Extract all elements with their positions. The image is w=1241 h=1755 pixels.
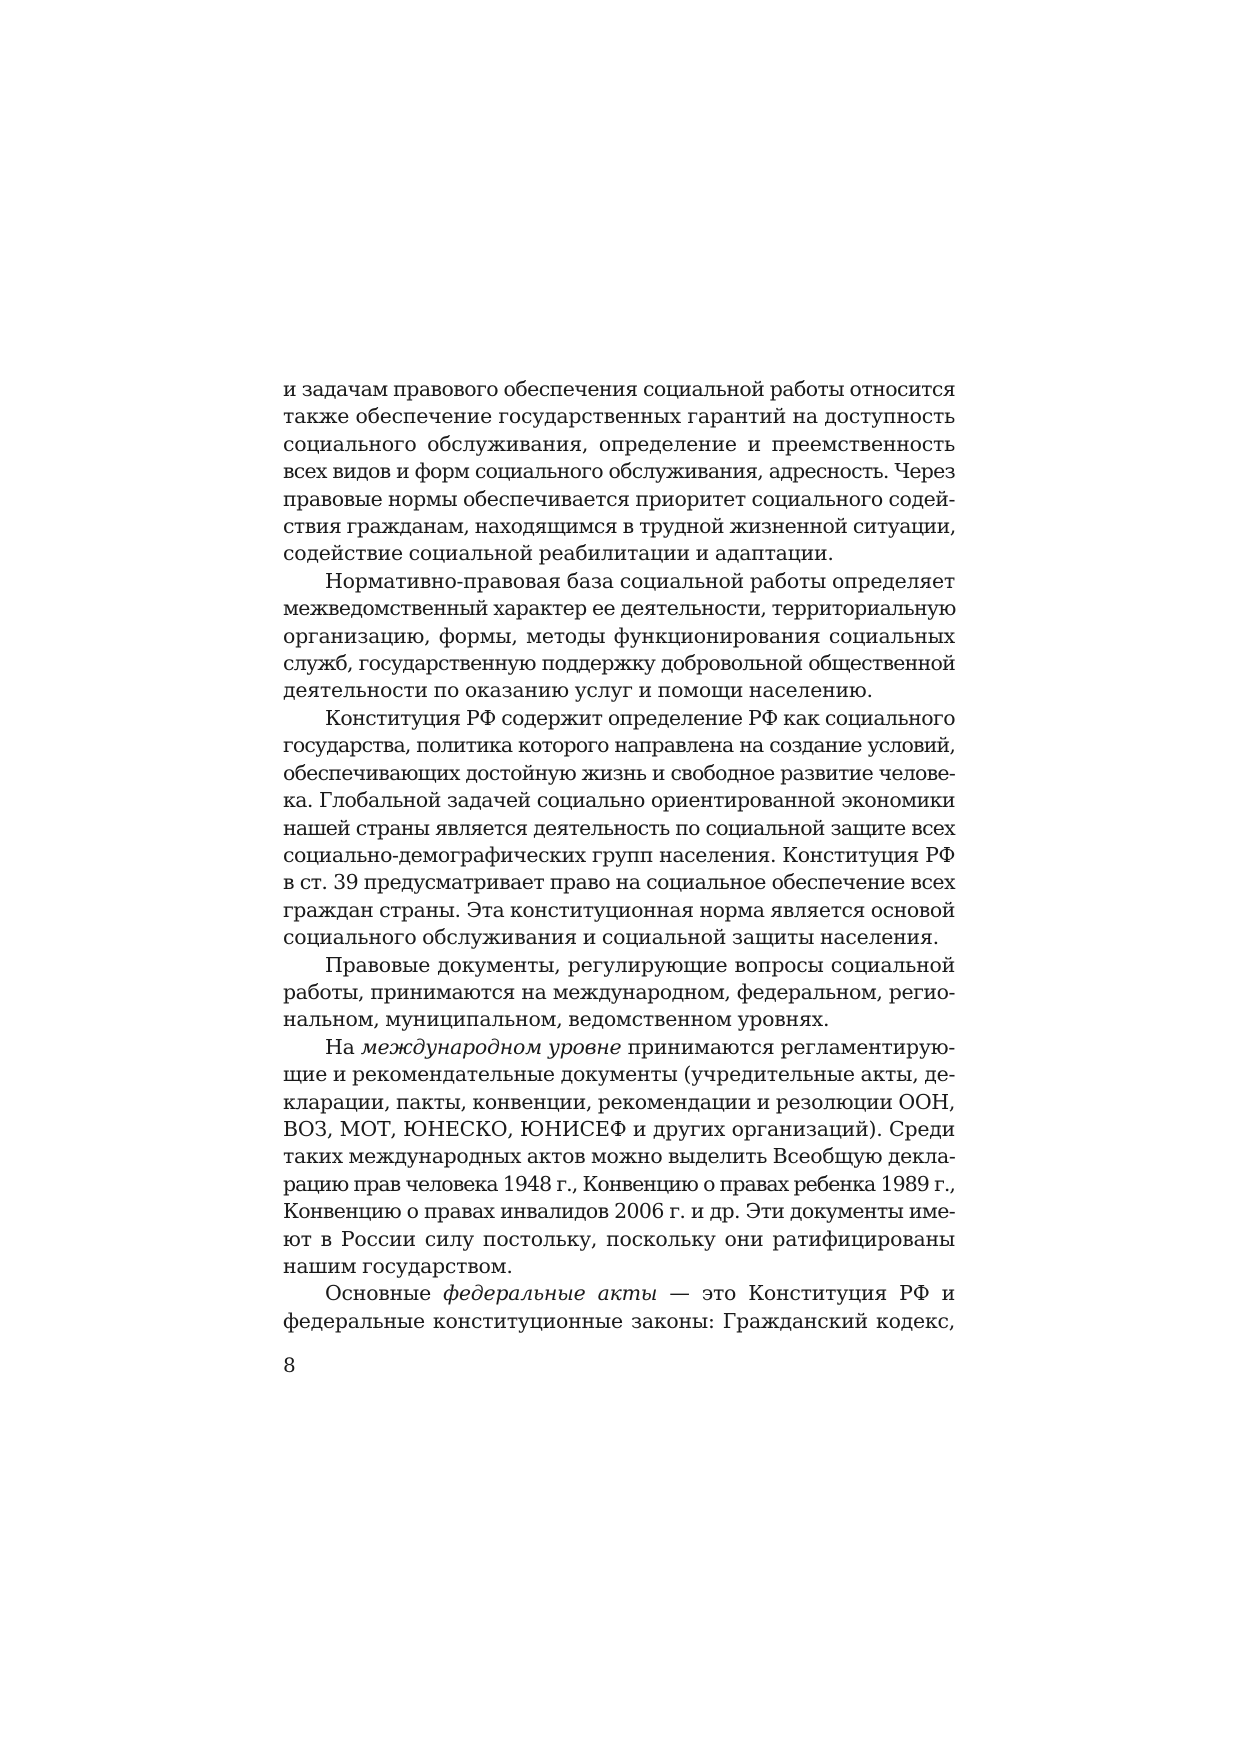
text-line: нальном, муниципальном, ведомственном уровнях. bbox=[283, 1007, 830, 1032]
body-text bbox=[283, 376, 955, 1335]
text-line: таких международных актов можно выделить Всеобщую декла- bbox=[283, 1144, 956, 1169]
italic-term: федеральные акты bbox=[443, 1281, 658, 1306]
text-line: межведомственный характер ее деятельности, территориальную bbox=[283, 596, 956, 621]
paragraph-3 bbox=[283, 705, 955, 952]
text-line: Конституция РФ содержит определение РФ как социального bbox=[325, 705, 955, 730]
paragraph-5 bbox=[283, 1034, 955, 1281]
page-number: 8 bbox=[283, 1353, 296, 1377]
text-line: рацию прав человека 1948 г., Конвенцию о правах ребенка 1989 г., bbox=[283, 1171, 955, 1196]
text-run: На bbox=[325, 1034, 361, 1059]
text-line: содействие социальной реабилитации и адаптации. bbox=[283, 541, 834, 566]
text-line: ствия гражданам, находящимся в трудной жизненной ситуации, bbox=[283, 514, 956, 539]
text-line: правовые нормы обеспечивается приоритет социального содей- bbox=[283, 486, 955, 511]
text-line: Нормативно-правовая база социальной работы определяет bbox=[325, 568, 955, 593]
text-line: ют в России силу постольку, поскольку они ратифицированы bbox=[283, 1226, 955, 1251]
text-line: федеральные конституционные законы: Гражданский кодекс, bbox=[283, 1308, 955, 1333]
text-line: всех видов и форм социального обслуживания, адресность. Через bbox=[283, 459, 955, 484]
text-line: нашей страны является деятельность по социальной защите всех bbox=[283, 815, 955, 840]
text-line: государства, политика которого направлена на создание условий, bbox=[283, 733, 955, 758]
text-line: деятельности по оказанию услуг и помощи населению. bbox=[283, 678, 873, 703]
paragraph-1 bbox=[283, 376, 955, 568]
text-line: кларации, пакты, конвенции, рекомендации и резолюции ООН, bbox=[283, 1089, 955, 1114]
text-line: граждан страны. Эта конституционная норма является основой bbox=[283, 897, 955, 922]
text-line: Правовые документы, регулирующие вопросы социальной bbox=[325, 952, 955, 977]
paragraph-2 bbox=[283, 568, 955, 705]
text-line: организацию, формы, методы функционирования социальных bbox=[283, 623, 955, 648]
text-line: Конвенцию о правах инвалидов 2006 г. и др. Эти документы име- bbox=[283, 1199, 955, 1224]
text-line: также обеспечение государственных гарантий на доступность bbox=[283, 404, 955, 429]
italic-term: международном уровне bbox=[360, 1034, 622, 1059]
text-line: социально-демографических групп населения. Конституция РФ bbox=[283, 842, 955, 867]
text-line: социального обслуживания и социальной защиты населения. bbox=[283, 925, 939, 950]
text-line: и задачам правового обеспечения социальной работы относится bbox=[283, 377, 956, 401]
text-run: Основные bbox=[325, 1281, 444, 1306]
text-run: принимаются регламентирую- bbox=[621, 1034, 955, 1059]
text-line: щие и рекомендательные документы (учредительные акты, де- bbox=[283, 1062, 956, 1087]
text-line: служб, государственную поддержку добровольной общественной bbox=[283, 651, 955, 676]
text-line: обеспечивающих достойную жизнь и свободное развитие челове- bbox=[283, 760, 955, 785]
text-line: социального обслуживания, определение и преемственность bbox=[283, 431, 955, 456]
text-line: ВОЗ, МОТ, ЮНЕСКО, ЮНИСЕФ и других организаций). Среди bbox=[283, 1116, 955, 1141]
text-line bbox=[283, 1034, 955, 1061]
paragraph-4 bbox=[283, 952, 955, 1034]
text-run: — это Конституция РФ и bbox=[657, 1281, 955, 1306]
text-line: ка. Глобальной задачей социально ориентированной экономики bbox=[283, 788, 955, 813]
text-line: работы, принимаются на международном, федеральном, регио- bbox=[283, 979, 955, 1004]
text-line bbox=[283, 1280, 955, 1307]
text-line: в ст. 39 предусматривает право на социальное обеспечение всех bbox=[283, 870, 955, 895]
text-line: нашим государством. bbox=[283, 1254, 513, 1278]
paragraph-6 bbox=[283, 1280, 955, 1335]
